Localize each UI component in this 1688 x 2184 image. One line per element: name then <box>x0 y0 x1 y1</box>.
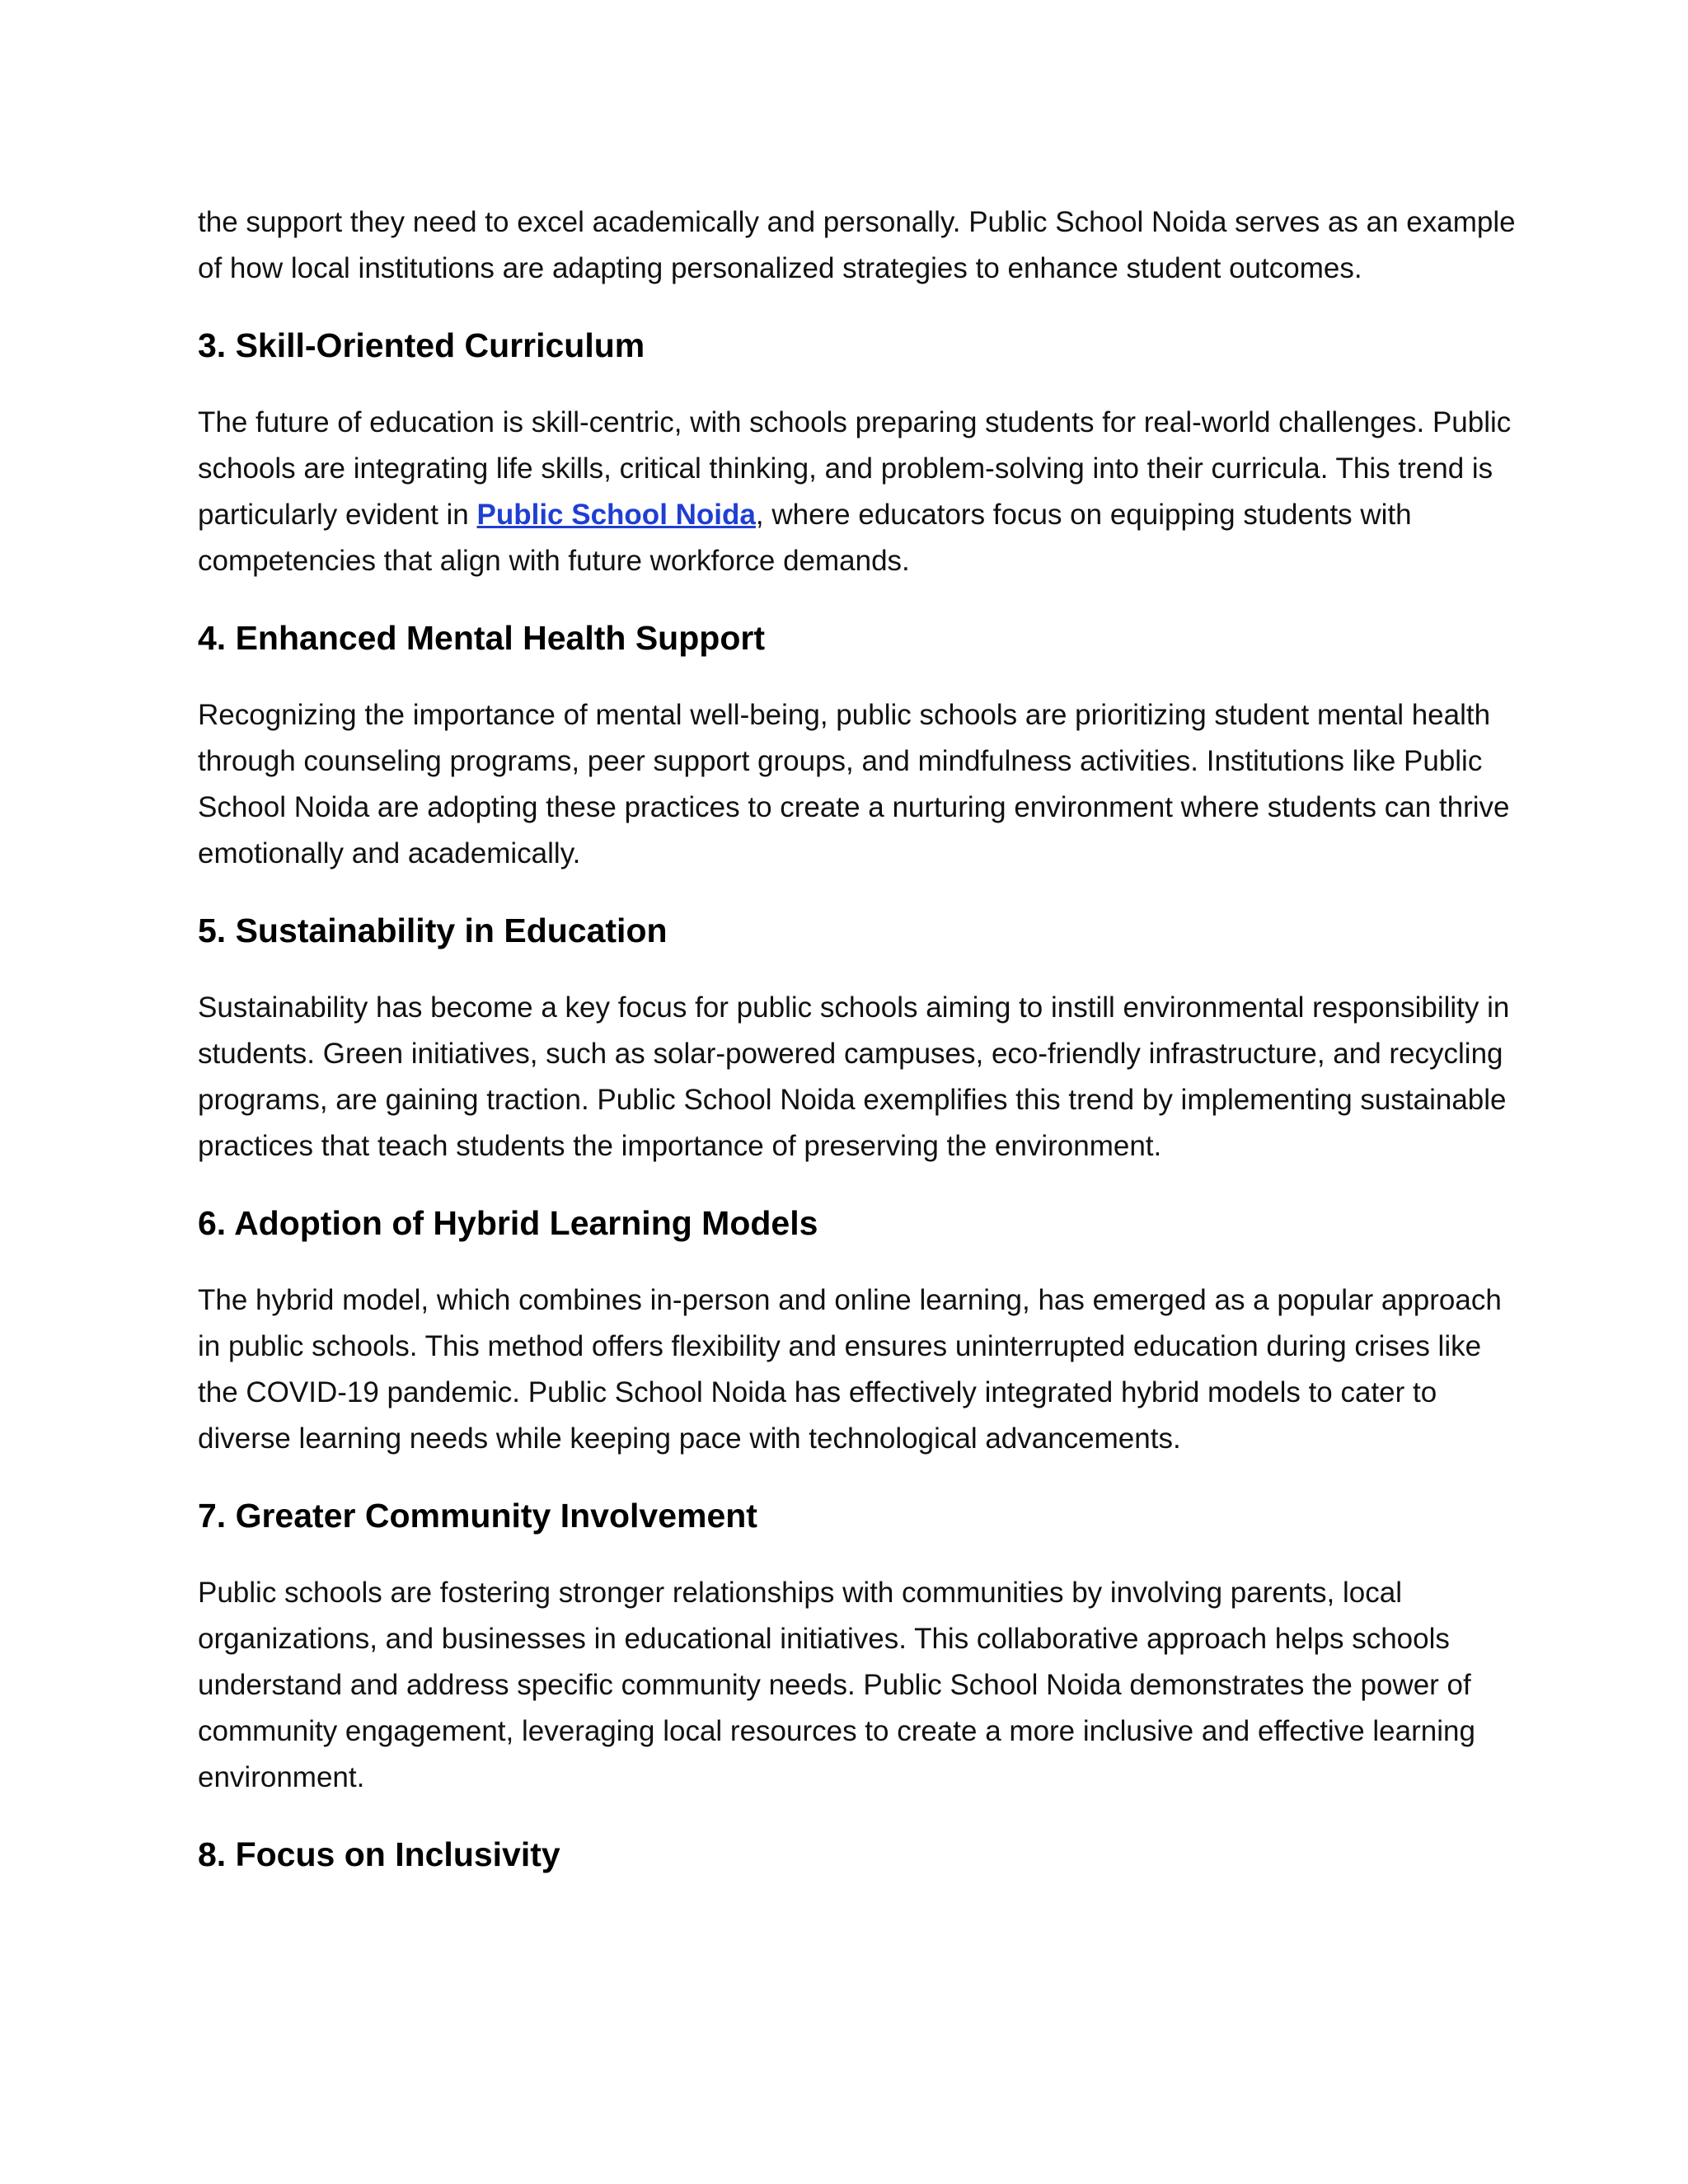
section-paragraph-hybrid-learning: The hybrid model, which combines in-person and online learning, has emerged as a popular approach in public schools. This method offers flexibility and ensures uninterrupted education during crises like the COVID-19 pandemic. Public School Noida has effectively integrated hybrid models to cater to diverse learning needs while keeping pace with technological advancements. <box>198 1284 1502 1455</box>
section-heading-inclusivity: 8. Focus on Inclusivity <box>198 1835 560 1873</box>
section-heading-community-involvement: 7. Greater Community Involvement <box>198 1497 757 1535</box>
document-page <box>198 199 1517 1877</box>
public-school-noida-link[interactable]: Public School Noida <box>476 499 756 531</box>
section-paragraph-community-involvement: Public schools are fostering stronger relationships with communities by involving parents, local organizations, and businesses in educational initiatives. This collaborative approach helps schools understand and address specific community needs. Public School Noida demonstrates the power of community engagement, leveraging local resources to create a more inclusive and effective learning environment. <box>198 1577 1475 1793</box>
section-heading-skill-oriented-curriculum: 3. Skill-Oriented Curriculum <box>198 326 645 364</box>
section-paragraph-sustainability: Sustainability has become a key focus for public schools aiming to instill environmental responsibility in students. Green initiatives, such as solar-powered campuses, eco-friendly infrastructure, and recycling programs, are gaining traction. Public School Noida exemplifies this trend by implementing sustainable practices that teach students the importance of preserving the environment. <box>198 991 1510 1162</box>
section-paragraph-mental-health-support: Recognizing the importance of mental well-being, public schools are prioritizing student mental health through counseling programs, peer support groups, and mindfulness activities. Institutions like Public School Noida are adopting these practices to create a nurturing environment where students can thrive emotionally and academically. <box>198 699 1510 869</box>
section-heading-hybrid-learning: 6. Adoption of Hybrid Learning Models <box>198 1204 818 1242</box>
section-heading-sustainability: 5. Sustainability in Education <box>198 912 668 949</box>
intro-paragraph: the support they need to excel academically and personally. Public School Noida serves as an example of how local institutions are adapting personalized strategies to enhance student outcomes. <box>198 206 1516 284</box>
paragraph-text-after-link: , where educators focus on equipping students with competencies that align with future workforce demands. <box>198 499 1412 577</box>
section-heading-mental-health-support: 4. Enhanced Mental Health Support <box>198 619 765 657</box>
section-paragraph-skill-oriented-curriculum <box>198 400 1517 584</box>
paragraph-text-before-link: The future of education is skill-centric, with schools preparing students for real-world challenges. Public schools are integrating life skills, critical thinking, and problem-solving into their curricula. This trend is particularly evident in <box>198 406 1512 531</box>
